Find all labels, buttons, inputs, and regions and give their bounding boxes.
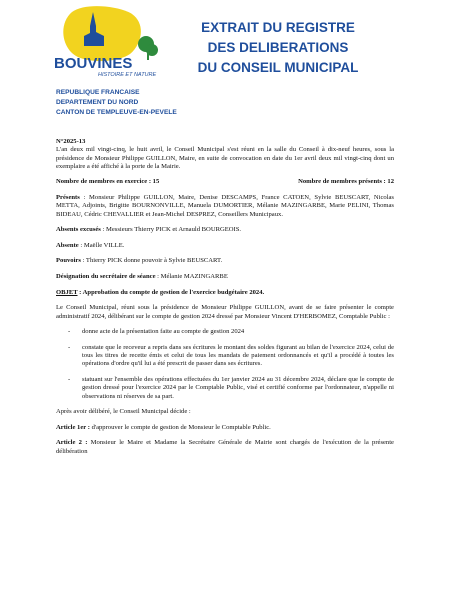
list-item-text: statuant sur l'ensemble des opérations effectuées du 1er janvier 2024 au 31 décembre 2024, déclare que le compte de gestion dressé pour l'exercice 2024 par le Comptable Public, visé et certifié conforme par l'ordonnateur, n'appelle ni observations ni réserves de sa part. (82, 375, 394, 400)
presents-text: : Monsieur Philippe GUILLON, Maire, Denise DESCAMPS, France CATOEN, Sylvie BEUSCART, Nicolas METTA, Adjoints, Brigitte BOURNONVILLE, Manuela DUMORTIER, Mélanie MAZINGARBE, Marie PELINI, Thomas BIDEAU, Cédric CHEVALLIER et Jean-Michel DESPREZ, Conseillers Municipaux. (56, 194, 394, 218)
presents-label: Présents (56, 194, 80, 202)
title-line: DU CONSEIL MUNICIPAL (197, 60, 359, 75)
article-2 (56, 439, 394, 456)
absent-label: Absente (56, 241, 79, 249)
department-line: DEPARTEMENT DU NORD (56, 99, 139, 106)
members-present: Nombre de membres présents : 12 (298, 178, 394, 186)
administrative-header (56, 88, 177, 118)
objet-paragraph (56, 289, 394, 297)
dash-bullet: - (68, 328, 71, 336)
list-item (68, 376, 394, 401)
powers-text: : Thierry PICK donne pouvoir à Sylvie BEUSCART. (80, 257, 223, 265)
members-count-row (56, 178, 394, 186)
bouvines-logo (50, 4, 162, 84)
title-line: DES DELIBERATIONS (207, 40, 349, 55)
list-item-text: donne acte de la présentation faite au compte de gestion 2024 (82, 328, 245, 336)
dash-bullet: - (68, 343, 71, 351)
excused-label: Absents excusés (56, 226, 101, 234)
intro-paragraph: L'an deux mil vingt-cinq, le huit avril, le Conseil Municipal s'est réuni en la salle du Conseil à dix-neuf heures, sous la présidence de Monsieur Philippe GUILLON, Maire, en suite de convocation en date du 1er avril deux mil vingt-cinq dont un exemplaire a été affiché à la porte de la Mairie. (56, 146, 394, 170)
article-1-label: Article 1er : (56, 423, 90, 431)
article-2-label: Article 2 : (56, 439, 88, 447)
list-item-text: constate que le receveur a repris dans ses écritures le montant des soldes figurant au bilan de l'exercice 2024, celui de tous les titres de recette émis et celui de tous les mandats de paiement ordonnancés et qu'il a procédé à toutes les opérations d'ordre qu'il lui a été prescrit de passer dans ses écritures. (82, 343, 394, 368)
article-1-text: d'approuver le compte de gestion de Monsieur le Comptable Public. (89, 423, 271, 431)
powers-paragraph (56, 257, 394, 265)
objet-text: : Approbation du compte de gestion de l'exercice budgétaire 2024. (77, 288, 265, 296)
republic-line: REPUBLIQUE FRANCAISE (56, 89, 140, 96)
deliberation-number: N°2025-13 (56, 138, 86, 145)
absent-paragraph (56, 242, 394, 250)
council-paragraph: Le Conseil Municipal, réuni sous la présidence de Monsieur Philippe GUILLON, avant de se faire présenter le compte administratif 2024, délibérant sur le compte de gestion 2024 dressé par Monsieur Vincent D'HERBOMEZ, Comptable Public : (56, 304, 394, 320)
document-title (178, 18, 378, 78)
list-item (68, 344, 394, 369)
decision-list (56, 328, 394, 401)
excused-text: : Messieurs Thierry PICK et Arnauld BOURGEOIS. (100, 226, 242, 234)
absent-text: : Maëlle VILLE. (78, 241, 125, 249)
secretary-label: Désignation du secrétaire de séance (56, 273, 156, 281)
article-2-text: Monsieur le Maire et Madame la Secrétaire Générale de Mairie sont chargés de l'exécution de la présente délibération (56, 439, 394, 455)
dash-bullet: - (68, 375, 71, 383)
powers-label: Pouvoirs (56, 257, 81, 265)
secretary-paragraph (56, 273, 394, 281)
excused-paragraph (56, 226, 394, 234)
title-line: EXTRAIT DU REGISTRE (201, 20, 355, 35)
logo-wordmark: BOUVINES (54, 55, 133, 72)
article-1 (56, 424, 394, 432)
deliberation-body (56, 138, 394, 463)
after-deliberation: Après avoir délibéré, le Conseil Municipal décide : (56, 408, 191, 416)
logo-tagline: HISTOIRE ET NATURE (98, 72, 157, 78)
canton-line: CANTON DE TEMPLEUVE-EN-PEVELE (56, 109, 177, 116)
presents-paragraph (56, 194, 394, 219)
objet-label: OBJET (56, 288, 78, 296)
members-in-office: Nombre de membres en exercice : 15 (56, 178, 160, 186)
secretary-text: : Mélanie MAZINGARBE (155, 273, 228, 281)
list-item (68, 328, 394, 336)
